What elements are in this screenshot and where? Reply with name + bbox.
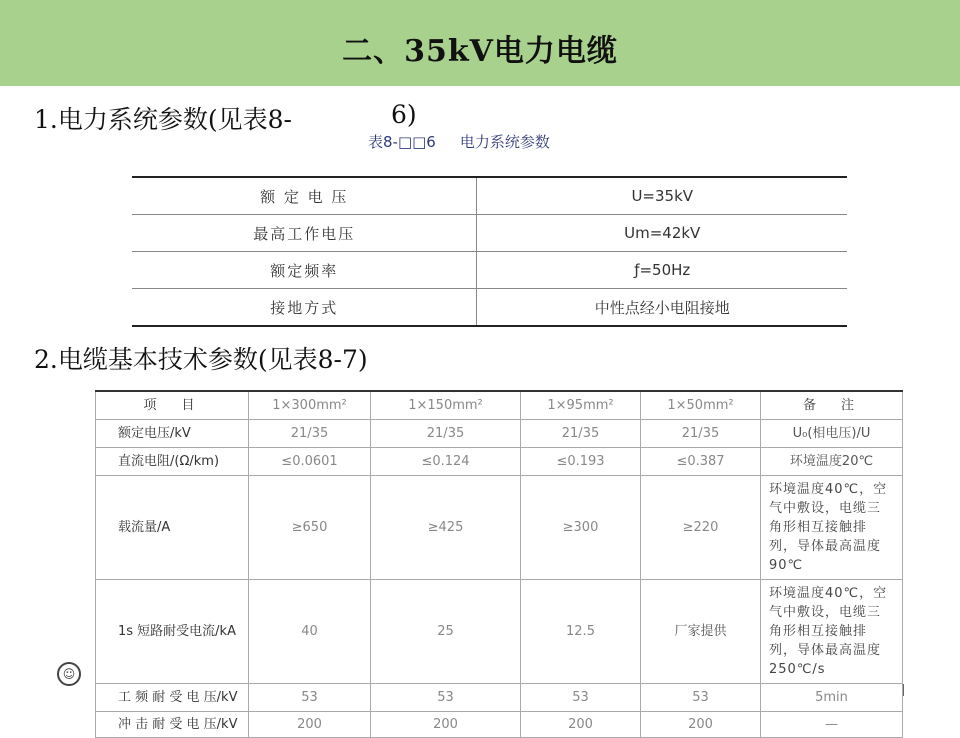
cable-parameters-table <box>95 390 903 738</box>
power-system-table <box>132 176 847 327</box>
table-row <box>132 289 847 327</box>
table-row <box>132 215 847 252</box>
row-note: 5min <box>761 683 903 711</box>
cell-value: 21/35 <box>371 419 521 447</box>
table-row <box>96 419 903 447</box>
cell-value: 53 <box>521 683 641 711</box>
cell-value: ≤0.0601 <box>249 447 371 475</box>
row-note: U₀(相电压)/U <box>761 419 903 447</box>
cell-value: ≥650 <box>249 475 371 579</box>
table-header-row <box>96 391 903 419</box>
title-bar <box>0 0 960 86</box>
row-label: 载流量/A <box>96 475 249 579</box>
row-note: 环境温度40℃，空气中敷设，电缆三角形相互接触排列，导体最高温度250℃/s <box>761 579 903 683</box>
slide-title: 二、35kV电力电缆 <box>342 34 618 69</box>
cell-value: 200 <box>521 711 641 737</box>
row-label: 冲 击 耐 受 电 压/kV <box>96 711 249 737</box>
cell-value: ≤0.193 <box>521 447 641 475</box>
cell-value: 厂家提供 <box>641 579 761 683</box>
cell-value: 53 <box>371 683 521 711</box>
cell-value: 200 <box>249 711 371 737</box>
cell-value: ≥425 <box>371 475 521 579</box>
cell-value: 200 <box>371 711 521 737</box>
cell-value: ≥300 <box>521 475 641 579</box>
param-value: ƒ=50Hz <box>477 252 847 289</box>
cell-value: 21/35 <box>249 419 371 447</box>
section2-heading: 2.电缆基本技术参数(见表8-7) <box>34 345 368 374</box>
table-row <box>96 447 903 475</box>
cell-value: ≤0.124 <box>371 447 521 475</box>
row-note: 环境温度40℃，空气中敷设，电缆三角形相互接触排列，导体最高温度90℃ <box>761 475 903 579</box>
header-300: 1×300mm² <box>249 391 371 419</box>
cell-value: 21/35 <box>641 419 761 447</box>
header-item: 项 目 <box>96 391 249 419</box>
row-label: 1s 短路耐受电流/kA <box>96 579 249 683</box>
cell-value: 53 <box>249 683 371 711</box>
param-value: U=35kV <box>477 177 847 215</box>
header-95: 1×95mm² <box>521 391 641 419</box>
table-row <box>96 711 903 737</box>
table-row <box>96 579 903 683</box>
cell-value: 25 <box>371 579 521 683</box>
table1-caption <box>368 131 550 152</box>
header-150: 1×150mm² <box>371 391 521 419</box>
param-key: 额 定 电 压 <box>132 177 477 215</box>
row-label: 额定电压/kV <box>96 419 249 447</box>
page-edge-mark <box>903 684 904 696</box>
cell-value: 40 <box>249 579 371 683</box>
row-note: 环境温度20℃ <box>761 447 903 475</box>
table1-caption-number: 表8-□□6 <box>368 133 436 151</box>
cell-value: 200 <box>641 711 761 737</box>
param-value: Um=42kV <box>477 215 847 252</box>
logo-icon: ☺ <box>57 662 81 686</box>
header-50: 1×50mm² <box>641 391 761 419</box>
row-label: 工 频 耐 受 电 压/kV <box>96 683 249 711</box>
cell-value: 53 <box>641 683 761 711</box>
table-row <box>96 475 903 579</box>
header-note: 备 注 <box>761 391 903 419</box>
table-row <box>132 177 847 215</box>
section1-heading: 1.电力系统参数(见表8- <box>34 105 292 134</box>
cell-value: 12.5 <box>521 579 641 683</box>
section1-heading-tail: 6) <box>391 100 417 129</box>
cell-value: 21/35 <box>521 419 641 447</box>
param-value: 中性点经小电阻接地 <box>477 289 847 327</box>
param-key: 最高工作电压 <box>132 215 477 252</box>
row-label: 直流电阻/(Ω/km) <box>96 447 249 475</box>
param-key: 额定频率 <box>132 252 477 289</box>
row-note: — <box>761 711 903 737</box>
table-row <box>96 683 903 711</box>
cell-value: ≤0.387 <box>641 447 761 475</box>
table1-caption-title: 电力系统参数 <box>459 133 550 151</box>
param-key: 接地方式 <box>132 289 477 327</box>
table-row <box>132 252 847 289</box>
cell-value: ≥220 <box>641 475 761 579</box>
